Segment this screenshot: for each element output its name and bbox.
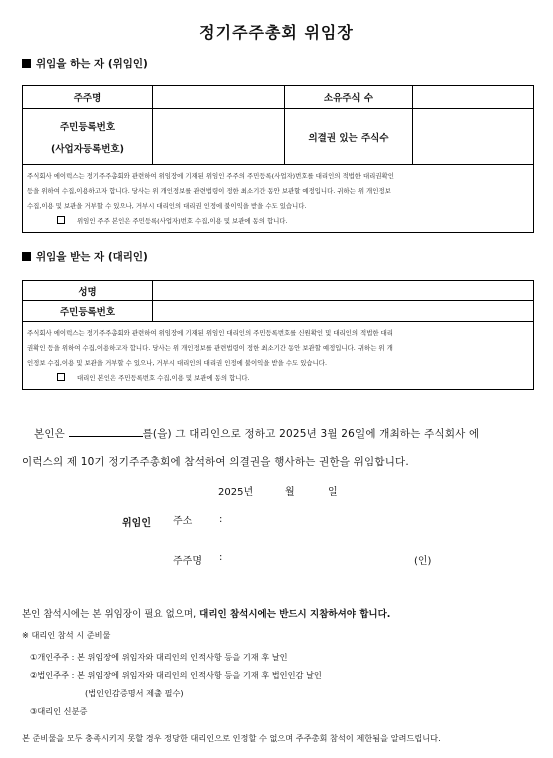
required-items-heading: ※ 대리인 참석 시 준비물	[22, 630, 111, 640]
voting-shares-label: 의결권 있는 주식수	[285, 109, 413, 165]
document-title: 정기주주총회 위임장	[199, 23, 354, 42]
delegation-line-2: 이럭스의 제 10기 정기주주총회에 참석하여 의결권을 행사하는 권한을 위임합니다.	[22, 456, 409, 468]
delegation-prefix: 본인은	[34, 428, 66, 440]
attendance-note	[22, 606, 390, 620]
proxy-privacy-notice	[23, 322, 534, 390]
shares-owned-label: 소유주식 수	[285, 86, 413, 109]
signature-shareholder-label: 주주명	[173, 556, 202, 567]
registration-number-label-line1: 주민등록번호	[59, 121, 116, 133]
grantor-consent-checkbox[interactable]	[57, 216, 65, 224]
address-label: 주소	[173, 516, 193, 527]
grantor-consent-row	[57, 214, 529, 229]
grantor-table	[22, 85, 534, 233]
delegation-line-1	[22, 420, 533, 448]
proxy-name-blank[interactable]	[69, 426, 143, 437]
grantor-heading-text: 위임을 하는 자 (위임인)	[36, 58, 148, 70]
grantor-consent-text: 위임인 주주 본인은 주민등록(사업자)번호 수집,이용 및 보관에 동의 합니다.	[77, 216, 288, 225]
date-month: 월	[285, 487, 295, 498]
attendance-note-bold: 대리인 참석시에는 반드시 지참하셔야 합니다.	[199, 609, 391, 620]
notice-line: 주식회사 에이럭스는 정기주주총회와 관련하여 위임장에 기재된 위임인 대리인의 주민등록번호를 신원확인 및 대리인의 적법한 대리	[27, 328, 393, 337]
proxy-consent-text: 대리인 본인은 주민등록번호 수집,이용 및 보관에 동의 합니다.	[77, 373, 250, 382]
proxy-id-field[interactable]	[153, 301, 534, 322]
seal-mark: (인)	[414, 556, 432, 567]
proxy-consent-row	[57, 371, 529, 386]
grantor-label: 위임인	[122, 518, 151, 529]
notice-line: 권확인 등을 위하여 수집,이용하고자 합니다. 당사는 위 개인정보를 관련법령이 정한 최소기간 동안 보관할 예정입니다. 귀하는 위 개	[27, 343, 393, 352]
proxy-id-label: 주민등록번호	[23, 301, 153, 322]
grantor-privacy-notice	[23, 165, 534, 233]
proxy-section-heading	[22, 249, 148, 264]
registration-number-field[interactable]	[153, 109, 285, 165]
proxy-name-field[interactable]	[153, 281, 534, 301]
proxy-consent-checkbox[interactable]	[57, 373, 65, 381]
notice-line: 인정보 수집,이용 및 보관을 거부할 수 있으나, 거부시 대리인의 대리권 인정에 불이익을 받을 수도 있습니다.	[27, 358, 327, 367]
notice-line: 수집,이용 및 보관을 거부할 수 있으나, 거부시 대리인의 대리권 인정에 불이익을 받을 수도 있습니다.	[27, 201, 307, 210]
delegation-suffix: 를(을) 그 대리인으로 정하고 2025년 3월 26일에 개최하는 주식회사 에	[142, 428, 480, 440]
attendance-note-plain: 본인 참석시에는 본 위임장이 필요 없으며,	[22, 609, 197, 620]
proxy-table	[22, 280, 534, 390]
notice-line: 주식회사 에이럭스는 정기주주총회와 관련하여 위임장에 기재된 위임인 주주의 주민등록(사업자)번호를 대리인의 적법한 대리권확인	[27, 171, 394, 180]
required-item: ②법인주주 : 본 위임장에 위임자와 대리인의 인적사항 등을 기재 후 법인인감 날인	[30, 670, 322, 680]
square-bullet-icon	[22, 252, 31, 261]
closing-notice: 본 준비물을 모두 충족시키지 못할 경우 정당한 대리인으로 인정할 수 없으며 주주총회 참석이 제한됨을 알려드립니다.	[22, 733, 441, 743]
notice-line: 등을 위하여 수집,이용하고자 합니다. 당사는 위 개인정보를 관련법령이 정한 최소기간 동안 보관할 예정입니다. 귀하는 위 개인정보	[27, 186, 391, 195]
shareholder-name-field[interactable]	[153, 86, 285, 109]
address-colon: :	[219, 514, 223, 525]
registration-number-label	[23, 109, 153, 165]
required-item: (법인인감증명서 제출 필수)	[85, 688, 184, 698]
registration-number-label-line2: (사업자등록번호)	[51, 143, 124, 155]
grantor-section-heading	[22, 56, 148, 71]
required-item: ①개인주주 : 본 위임장에 위임자와 대리인의 인적사항 등을 기재 후 날인	[30, 652, 288, 662]
square-bullet-icon	[22, 59, 31, 68]
voting-shares-field[interactable]	[413, 109, 534, 165]
shareholder-name-label: 주주명	[23, 86, 153, 109]
date-year: 2025년	[218, 487, 254, 498]
delegation-paragraph	[22, 420, 533, 476]
shares-owned-field[interactable]	[413, 86, 534, 109]
proxy-heading-text: 위임을 받는 자 (대리인)	[36, 251, 148, 263]
required-item: ③대리인 신분증	[30, 706, 88, 716]
shareholder-colon: :	[219, 552, 223, 563]
date-day: 일	[328, 487, 338, 498]
proxy-name-label: 성명	[23, 281, 153, 301]
